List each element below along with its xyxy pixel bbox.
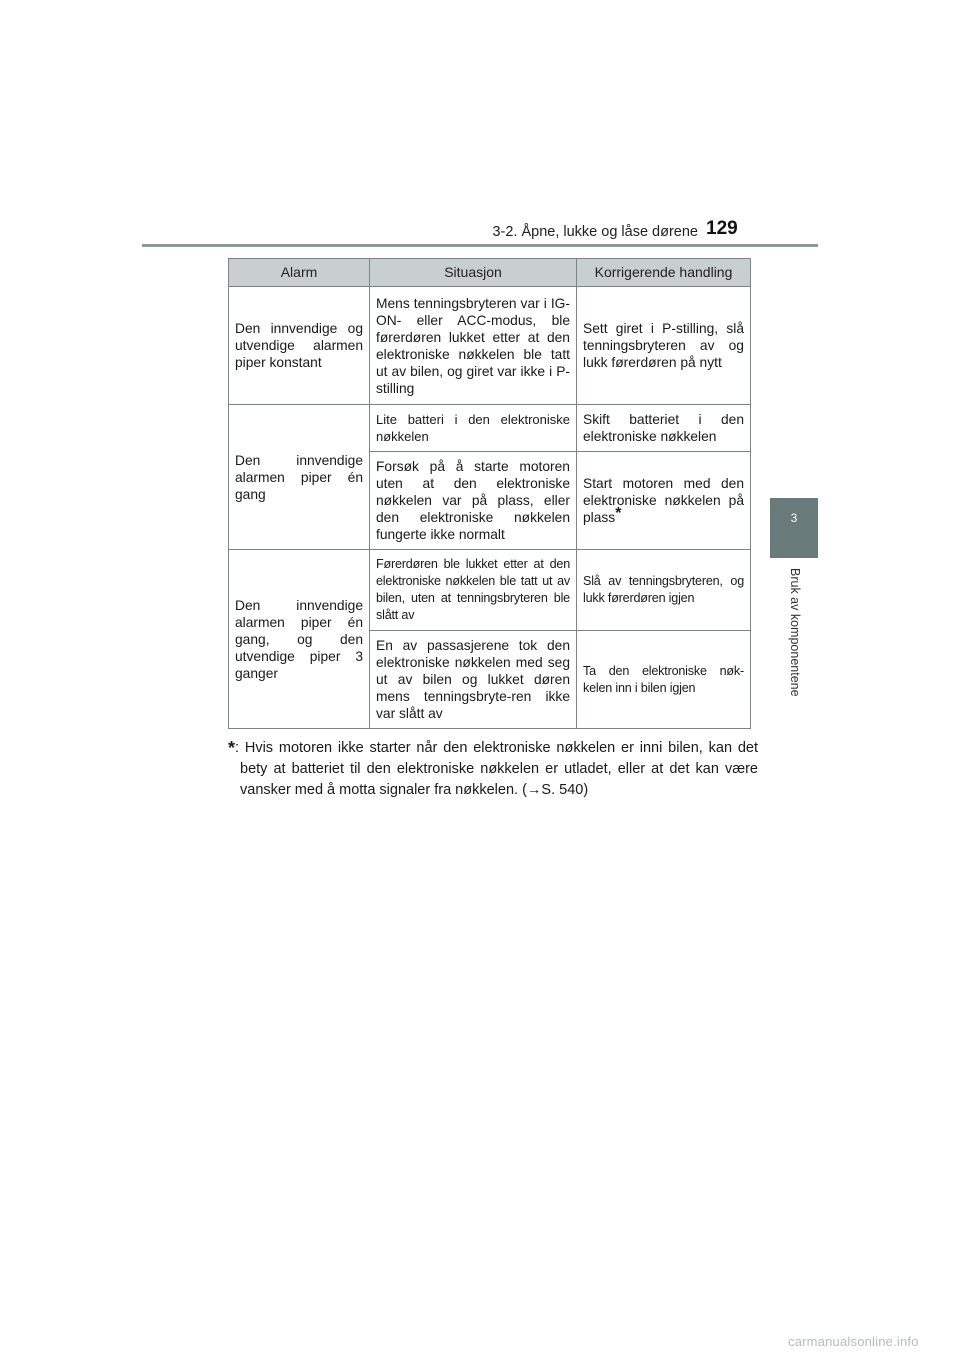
table-row	[229, 550, 751, 631]
footnote-mark: *	[228, 738, 236, 758]
running-header-title: 3-2. Åpne, lukke og låse dørene	[492, 224, 698, 240]
situation-cell: Forsøk på å starte motoren uten at den elektroniske nøkkelen var på plass, eller den elektroniske nøkkelen fungerte ikke normalt	[370, 452, 577, 550]
footnote-reference-mark: *	[615, 505, 622, 522]
watermark: carmanualsonline.info	[788, 1334, 919, 1349]
chapter-side-label	[788, 568, 802, 697]
alarm-cell: Den innvendige alarmen piper én gang, og den utvendige piper 3 ganger	[229, 550, 370, 729]
action-cell	[577, 452, 751, 550]
action-cell: Slå av tenningsbryteren, og lukk førerdøren igjen	[577, 550, 751, 631]
column-header-alarm: Alarm	[229, 259, 370, 287]
header-divider	[142, 244, 818, 247]
alarm-cell: Den innvendige alarmen piper én gang	[229, 405, 370, 550]
column-header-action: Korrigerende handling	[577, 259, 751, 287]
situation-cell: Mens tenningsbryteren var i IG-ON- eller ACC-modus, ble førerdøren lukket etter at den elektroniske nøkkelen ble tatt ut av bilen, og giret var ikke i P-stilling	[370, 287, 577, 405]
table-row	[229, 287, 751, 405]
table-row	[229, 405, 751, 452]
alarm-cell: Den innvendige og utvendige alarmen piper konstant	[229, 287, 370, 405]
action-text: Start motoren med den elektroniske nøkkelen på plass	[583, 476, 744, 525]
alarm-table	[228, 258, 751, 729]
footnote	[228, 738, 758, 801]
chapter-number: 3	[790, 511, 798, 525]
situation-cell: Førerdøren ble lukket etter at den elektroniske nøkkelen ble tatt ut av bilen, uten at tenningsbryteren ble slått av	[370, 550, 577, 631]
footnote-text: : Hvis motoren ikke starter når den elektroniske nøkkelen er inni bilen, kan det bety at batteriet til den elektroniske nøkkelen er utladet, eller at det kan være vansker med å motta signaler fra nøkkelen. (→S. 540)	[235, 740, 758, 798]
column-header-situation: Situasjon	[370, 259, 577, 287]
chapter-side-label-text: Bruk av komponentene	[788, 568, 802, 697]
page-number: 129	[706, 218, 738, 239]
action-cell: Sett giret i P-stilling, slå tenningsbryteren av og lukk førerdøren på nytt	[577, 287, 751, 405]
chapter-tab	[770, 498, 818, 558]
action-cell: Skift batteriet i den elektroniske nøkkelen	[577, 405, 751, 452]
table-header-row	[229, 259, 751, 287]
action-cell: Ta den elektroniske nøk-kelen inn i bilen igjen	[577, 631, 751, 729]
situation-cell: Lite batteri i den elektroniske nøkkelen	[370, 405, 577, 452]
situation-cell: En av passasjerene tok den elektroniske nøkkelen med seg ut av bilen og lukket døren mens tenningsbryte-ren ikke var slått av	[370, 631, 577, 729]
